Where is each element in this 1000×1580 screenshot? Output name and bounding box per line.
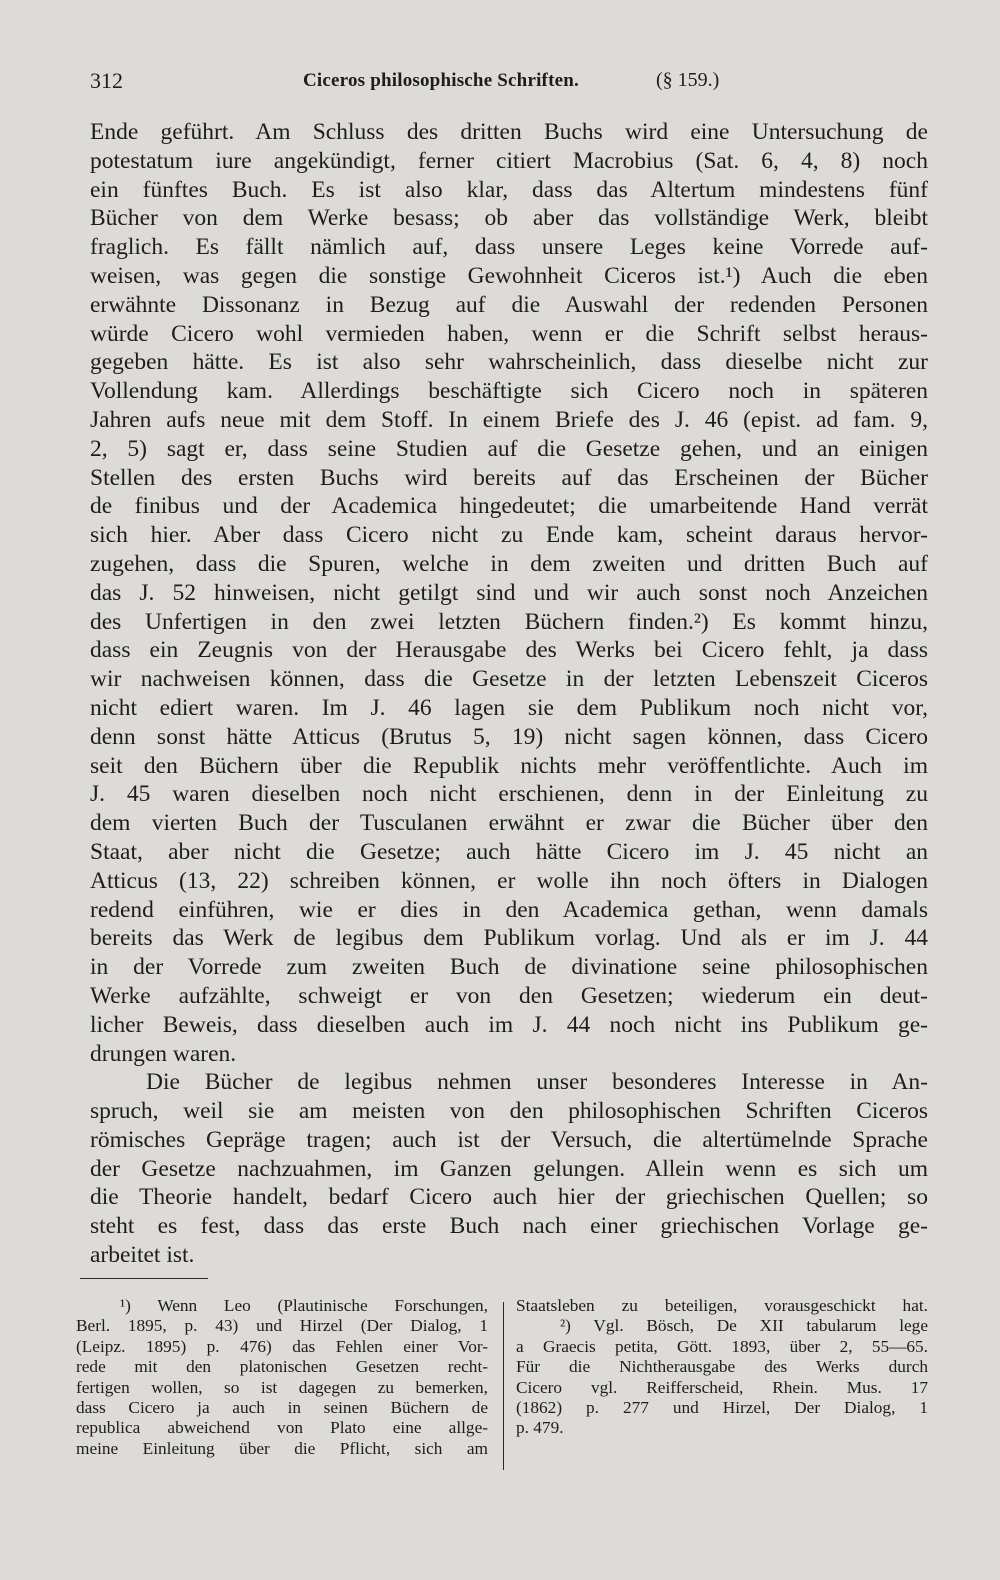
footnote-line: Für die Nichtherausgabe des Werks durch xyxy=(516,1357,928,1377)
page-number: 312 xyxy=(90,68,123,93)
body-line: Stellen des ersten Buchs wird bereits auf das Erscheinen der Bücher xyxy=(90,464,928,491)
body-line: arbeitet ist. xyxy=(90,1242,195,1269)
body-line: sich hier. Aber dass Cicero nicht zu Ende kam, scheint daraus hervor- xyxy=(90,522,928,549)
body-line: Werke aufzählte, schweigt er von den Gesetzen; wiederum ein deut- xyxy=(90,982,928,1009)
body-line: potestatum iure angekündigt, ferner citiert Macrobius (Sat. 6, 4, 8) noch xyxy=(90,147,928,174)
body-line: spruch, weil sie am meisten von den philosophischen Schriften Ciceros xyxy=(90,1098,928,1125)
body-line: de finibus und der Academica hingedeutet; die umarbeitende Hand verrät xyxy=(90,493,928,520)
footnote-line: ²) Vgl. Bösch, De XII tabularum lege xyxy=(560,1316,928,1336)
footnote-line: ¹) Wenn Leo (Plautinische Forschungen, xyxy=(120,1296,488,1315)
body-line: gegeben hätte. Es ist also sehr wahrscheinlich, dass dieselbe nicht zur xyxy=(90,349,928,376)
body-line: Staat, aber nicht die Gesetze; auch hätte Cicero im J. 45 nicht an xyxy=(90,838,928,865)
body-line: das J. 52 hinweisen, nicht getilgt sind und wir auch sonst noch Anzeichen xyxy=(90,579,928,606)
body-line: wir nachweisen können, dass die Gesetze in der letzten Lebenszeit Ciceros xyxy=(90,666,928,693)
body-line: dass ein Zeugnis von der Herausgabe des Werks bei Cicero fehlt, ja dass xyxy=(90,637,928,664)
body-line: zugehen, dass die Spuren, welche in dem zweiten und dritten Buch auf xyxy=(90,550,928,577)
footnote-line: republica abweichend von Plato eine allge- xyxy=(76,1418,488,1438)
footnote-line: (1862) p. 277 und Hirzel, Der Dialog, 1 xyxy=(516,1397,928,1417)
body-line: drungen waren. xyxy=(90,1040,237,1067)
body-line: redend einführen, wie er dies in den Academica gethan, wenn damals xyxy=(90,896,928,923)
body-line: Jahren aufs neue mit dem Stoff. In einem Briefe des J. 46 (epist. ad fam. 9, xyxy=(90,406,928,433)
body-line: denn sonst hätte Atticus (Brutus 5, 19) nicht sagen können, dass Cicero xyxy=(90,723,928,750)
body-line: licher Beweis, dass dieselben auch im J. 44 noch nicht ins Publikum ge- xyxy=(90,1011,928,1038)
footnote-line: Cicero vgl. Reifferscheid, Rhein. Mus. 17 xyxy=(516,1377,928,1397)
footnote-line: rede mit den platonischen Gesetzen recht- xyxy=(76,1357,488,1377)
body-line: fraglich. Es fällt nämlich auf, dass unsere Leges keine Vorrede auf- xyxy=(90,234,928,261)
footnote-line: dass Cicero ja auch in seinen Büchern de xyxy=(76,1397,488,1417)
footnote-line: meine Einleitung über die Pflicht, sich am xyxy=(76,1438,488,1458)
body-line: Vollendung kam. Allerdings beschäftigte sich Cicero noch in späteren xyxy=(90,378,928,405)
body-line: des Unfertigen in den zwei letzten Büchern finden.²) Es kommt hinzu, xyxy=(90,608,928,635)
body-line: in der Vorrede zum zweiten Buch de divinatione seine philosophischen xyxy=(90,954,928,981)
body-text xyxy=(90,118,928,1270)
footnote-column-divider xyxy=(503,1302,504,1470)
section-reference: (§ 159.) xyxy=(656,69,720,91)
body-line: Ende geführt. Am Schluss des dritten Buchs wird eine Untersuchung de xyxy=(90,119,928,145)
footnotes-left-column xyxy=(76,1296,488,1459)
body-line: bereits das Werk de legibus dem Publikum vorlag. Und als er im J. 44 xyxy=(90,925,928,952)
footnote-line: a Graecis petita, Gött. 1893, über 2, 55—65. xyxy=(516,1336,928,1356)
body-line: nicht ediert waren. Im J. 46 lagen sie dem Publikum noch nicht vor, xyxy=(90,694,928,721)
footnote-line: Staatsleben zu beteiligen, vorausgeschickt hat. xyxy=(516,1296,928,1315)
body-line: Atticus (13, 22) schreiben können, er wolle ihn noch öfters in Dialogen xyxy=(90,867,928,894)
body-line: Die Bücher de legibus nehmen unser besonderes Interesse in An- xyxy=(146,1069,928,1096)
body-line: weisen, was gegen die sonstige Gewohnheit Ciceros ist.¹) Auch die eben xyxy=(90,262,928,289)
body-line: die Theorie handelt, bedarf Cicero auch hier der griechischen Quellen; so xyxy=(90,1184,928,1211)
body-line: erwähnte Dissonanz in Bezug auf die Auswahl der redenden Personen xyxy=(90,291,928,318)
footnotes-right-column xyxy=(516,1296,928,1439)
body-line: würde Cicero wohl vermieden haben, wenn er die Schrift selbst heraus- xyxy=(90,320,928,347)
body-line: Bücher von dem Werke besass; ob aber das vollständige Werk, bleibt xyxy=(90,205,928,232)
body-line: dem vierten Buch der Tusculanen erwähnt er zwar die Bücher über den xyxy=(90,810,928,837)
footnote-line: p. 479. xyxy=(516,1418,564,1438)
body-line: J. 45 waren dieselben noch nicht erschienen, denn in der Einleitung zu xyxy=(90,781,928,808)
footnote-line: (Leipz. 1895) p. 476) das Fehlen einer Vor- xyxy=(76,1336,488,1356)
body-line: seit den Büchern über die Republik nichts mehr veröffentlichte. Auch im xyxy=(90,752,928,779)
footnote-line: Berl. 1895, p. 43) und Hirzel (Der Dialog, 1 xyxy=(76,1316,488,1336)
footnote-line: fertigen wollen, so ist dagegen zu bemerken, xyxy=(76,1377,488,1397)
page-header xyxy=(90,68,926,100)
body-line: ein fünftes Buch. Es ist also klar, dass das Altertum mindestens fünf xyxy=(90,176,928,203)
running-title: Ciceros philosophische Schriften. xyxy=(303,70,579,91)
body-line: römisches Gepräge tragen; auch ist der Versuch, die altertümelnde Sprache xyxy=(90,1126,928,1153)
body-line: steht es fest, dass das erste Buch nach einer griechischen Vorlage ge- xyxy=(90,1213,928,1240)
body-line: 2, 5) sagt er, dass seine Studien auf die Gesetze gehen, und an einigen xyxy=(90,435,928,462)
body-line: der Gesetze nachzuahmen, im Ganzen gelungen. Allein wenn es sich um xyxy=(90,1155,928,1182)
footnote-rule xyxy=(80,1278,208,1279)
